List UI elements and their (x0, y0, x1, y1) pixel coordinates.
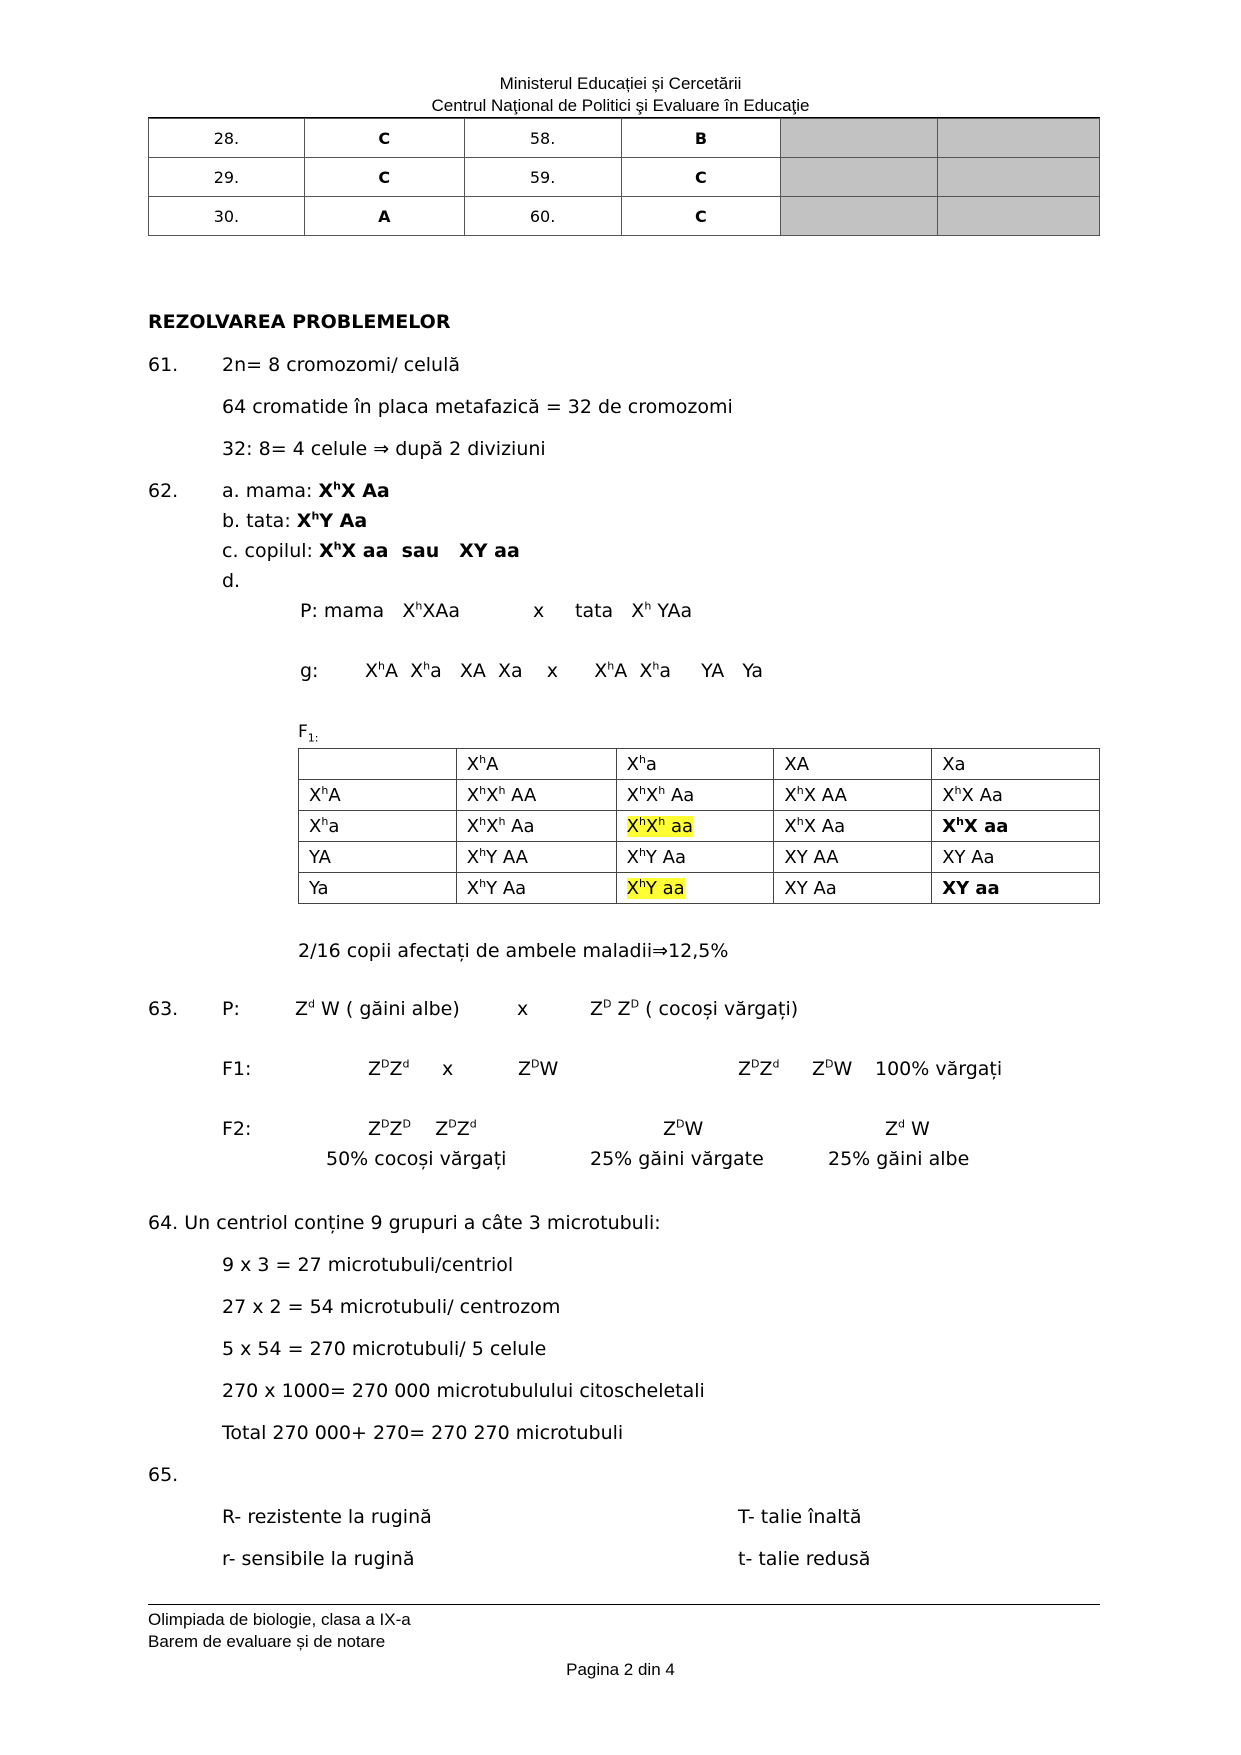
punnett-cell-highlighted: $X^hX^h$ aa (616, 811, 774, 842)
p62-b: b. tata: $X^hY$ Aa (222, 509, 368, 532)
answer: A (304, 197, 464, 236)
answer: C (621, 197, 781, 236)
punnett-cell: XY Aa (774, 873, 932, 904)
p63-f1-parent2: $Z^DW$ (518, 1057, 559, 1080)
p61-line3: 32: 8= 4 celule ⇒ după 2 diviziuni (222, 438, 546, 460)
p63-f2-pct-c: 25% găini albe (828, 1148, 970, 1170)
p63-cross-x: x (517, 998, 529, 1020)
punnett-cell: $X^hX$ Aa (932, 780, 1100, 811)
p63-f2-g3: $Z^d$ W (885, 1117, 930, 1140)
p63-f1-pct: 100% vărgați (875, 1058, 1003, 1080)
empty-cell (938, 158, 1100, 197)
table-row (299, 780, 1100, 811)
table-row (149, 197, 1100, 236)
empty-cell (781, 119, 938, 158)
p63-roosters: $Z^D$ $Z^D$ ( cocoși vărgați) (590, 997, 799, 1020)
table-row (149, 158, 1100, 197)
p63-f1-label: F1: (222, 1058, 252, 1080)
footer-barem: Barem de evaluare și de notare (148, 1632, 386, 1651)
p62-cross-x: x (533, 600, 545, 622)
punnett-cell: $X^hY$ Aa (456, 873, 616, 904)
punnett-cell: $X^hX$ AA (774, 780, 932, 811)
p64-line: Total 270 000+ 270= 270 270 microtubuli (222, 1422, 624, 1444)
punnett-table (298, 748, 1100, 904)
header-ministry: Ministerul Educației și Cercetării (499, 74, 742, 93)
p61-line1: 2n= 8 cromozomi/ celulă (222, 354, 461, 376)
answer-key-table (148, 118, 1100, 236)
question-number: 59. (464, 158, 621, 197)
p65-R: R- rezistente la rugină (222, 1506, 432, 1528)
p62-parents: P: mama $X^hXAa$ (300, 599, 460, 622)
p63-p-label: P: (222, 998, 240, 1020)
implies-arrow-icon: ⇒ (373, 438, 390, 460)
punnett-cell: $X^hX^h$ Aa (456, 811, 616, 842)
p62-d: d. (222, 570, 241, 592)
punnett-header: $X^ha$ (616, 749, 774, 780)
p63-f1-offspring1: $Z^DZ^d$ (738, 1057, 780, 1080)
table-row (299, 873, 1100, 904)
p62-result: 2/16 copii afectați de ambele maladii⇒12,5% (298, 940, 729, 962)
punnett-header: XA (774, 749, 932, 780)
answer: C (304, 119, 464, 158)
punnett-row-header: Ya (299, 873, 457, 904)
punnett-cell: XY Aa (932, 842, 1100, 873)
header-center: Centrul Naţional de Politici şi Evaluare în Educaţie (431, 96, 810, 115)
p62-f1-label: $F_{1:}$ (298, 722, 319, 745)
p63-f1-offspring2: $Z^DW$ (812, 1057, 853, 1080)
p62-c: c. copilul: $X^hX$ aa sau XY aa (222, 539, 520, 562)
punnett-header: Xa (932, 749, 1100, 780)
punnett-cell: $X^hY$ Aa (616, 842, 774, 873)
punnett-cell: $X^hX^h$ AA (456, 780, 616, 811)
punnett-cell: XY AA (774, 842, 932, 873)
footer-olympiad: Olimpiada de biologie, clasa a IX-a (148, 1610, 411, 1629)
problem-65-number: 65. (148, 1464, 179, 1486)
p62-tata: tata $X^h$ YAa (575, 599, 693, 622)
p62-a: a. mama: $X^hX$ Aa (222, 479, 390, 502)
table-row (299, 749, 1100, 780)
punnett-row-header: $X^hA$ (299, 780, 457, 811)
p65-T: T- talie înaltă (738, 1506, 862, 1528)
p63-f2-pct-a: 50% cocoși vărgați (326, 1148, 507, 1170)
p63-f2-g1: $Z^DZ^D$ $Z^DZ^d$ (368, 1117, 477, 1140)
problem-64-intro: 64. Un centriol conține 9 grupuri a câte 3 microtubuli: (148, 1212, 661, 1234)
answer: B (621, 119, 781, 158)
punnett-cell-bold: $X^hX$ aa (932, 811, 1100, 842)
p65-r: r- sensibile la rugină (222, 1548, 415, 1570)
p63-f1-parent1: $Z^DZ^d$ (368, 1057, 410, 1080)
punnett-cell-highlighted: $X^hY$ aa (616, 873, 774, 904)
question-number: 30. (149, 197, 305, 236)
p63-hens: $Z^d$ W ( găini albe) (295, 997, 460, 1020)
p64-line: 5 x 54 = 270 microtubuli/ 5 celule (222, 1338, 547, 1360)
question-number: 60. (464, 197, 621, 236)
empty-cell (781, 158, 938, 197)
problem-62-number: 62. (148, 480, 179, 502)
p62-gametes: $X^hA$ $X^ha$ XA Xa x $X^hA$ $X^ha$ YA Ya (365, 659, 764, 682)
punnett-header: $X^hA$ (456, 749, 616, 780)
punnett-cell: $X^hX^h$ Aa (616, 780, 774, 811)
question-number: 58. (464, 119, 621, 158)
question-number: 29. (149, 158, 305, 197)
implies-arrow-icon: ⇒ (652, 940, 669, 962)
p63-f2-pct-b: 25% găini vărgate (590, 1148, 764, 1170)
p63-f1-x: x (442, 1058, 454, 1080)
p64-line: 270 x 1000= 270 000 microtubulului citoscheletali (222, 1380, 705, 1402)
table-row (299, 842, 1100, 873)
problem-63-number: 63. (148, 998, 179, 1020)
p64-line: 27 x 2 = 54 microtubuli/ centrozom (222, 1296, 561, 1318)
punnett-corner (299, 749, 457, 780)
p64-line: 9 x 3 = 27 microtubuli/centriol (222, 1254, 514, 1276)
punnett-row-header: YA (299, 842, 457, 873)
p61-line2: 64 cromatide în placa metafazică = 32 de cromozomi (222, 396, 733, 418)
table-row (149, 119, 1100, 158)
p63-f2-g2: $Z^DW$ (663, 1117, 704, 1140)
punnett-cell-bold: XY aa (932, 873, 1100, 904)
p62-gametes-label: g: (300, 660, 319, 682)
p65-t: t- talie redusă (738, 1548, 871, 1570)
empty-cell (938, 119, 1100, 158)
answer: C (304, 158, 464, 197)
punnett-cell: $X^hX$ Aa (774, 811, 932, 842)
empty-cell (938, 197, 1100, 236)
problem-61-number: 61. (148, 354, 179, 376)
table-row (299, 811, 1100, 842)
question-number: 28. (149, 119, 305, 158)
section-title: REZOLVAREA PROBLEMELOR (148, 311, 451, 333)
punnett-row-header: $X^ha$ (299, 811, 457, 842)
punnett-cell: $X^hY$ AA (456, 842, 616, 873)
answer: C (621, 158, 781, 197)
footer-rule (148, 1604, 1100, 1605)
empty-cell (781, 197, 938, 236)
p63-f2-label: F2: (222, 1118, 252, 1140)
page-number: Pagina 2 din 4 (566, 1660, 675, 1679)
